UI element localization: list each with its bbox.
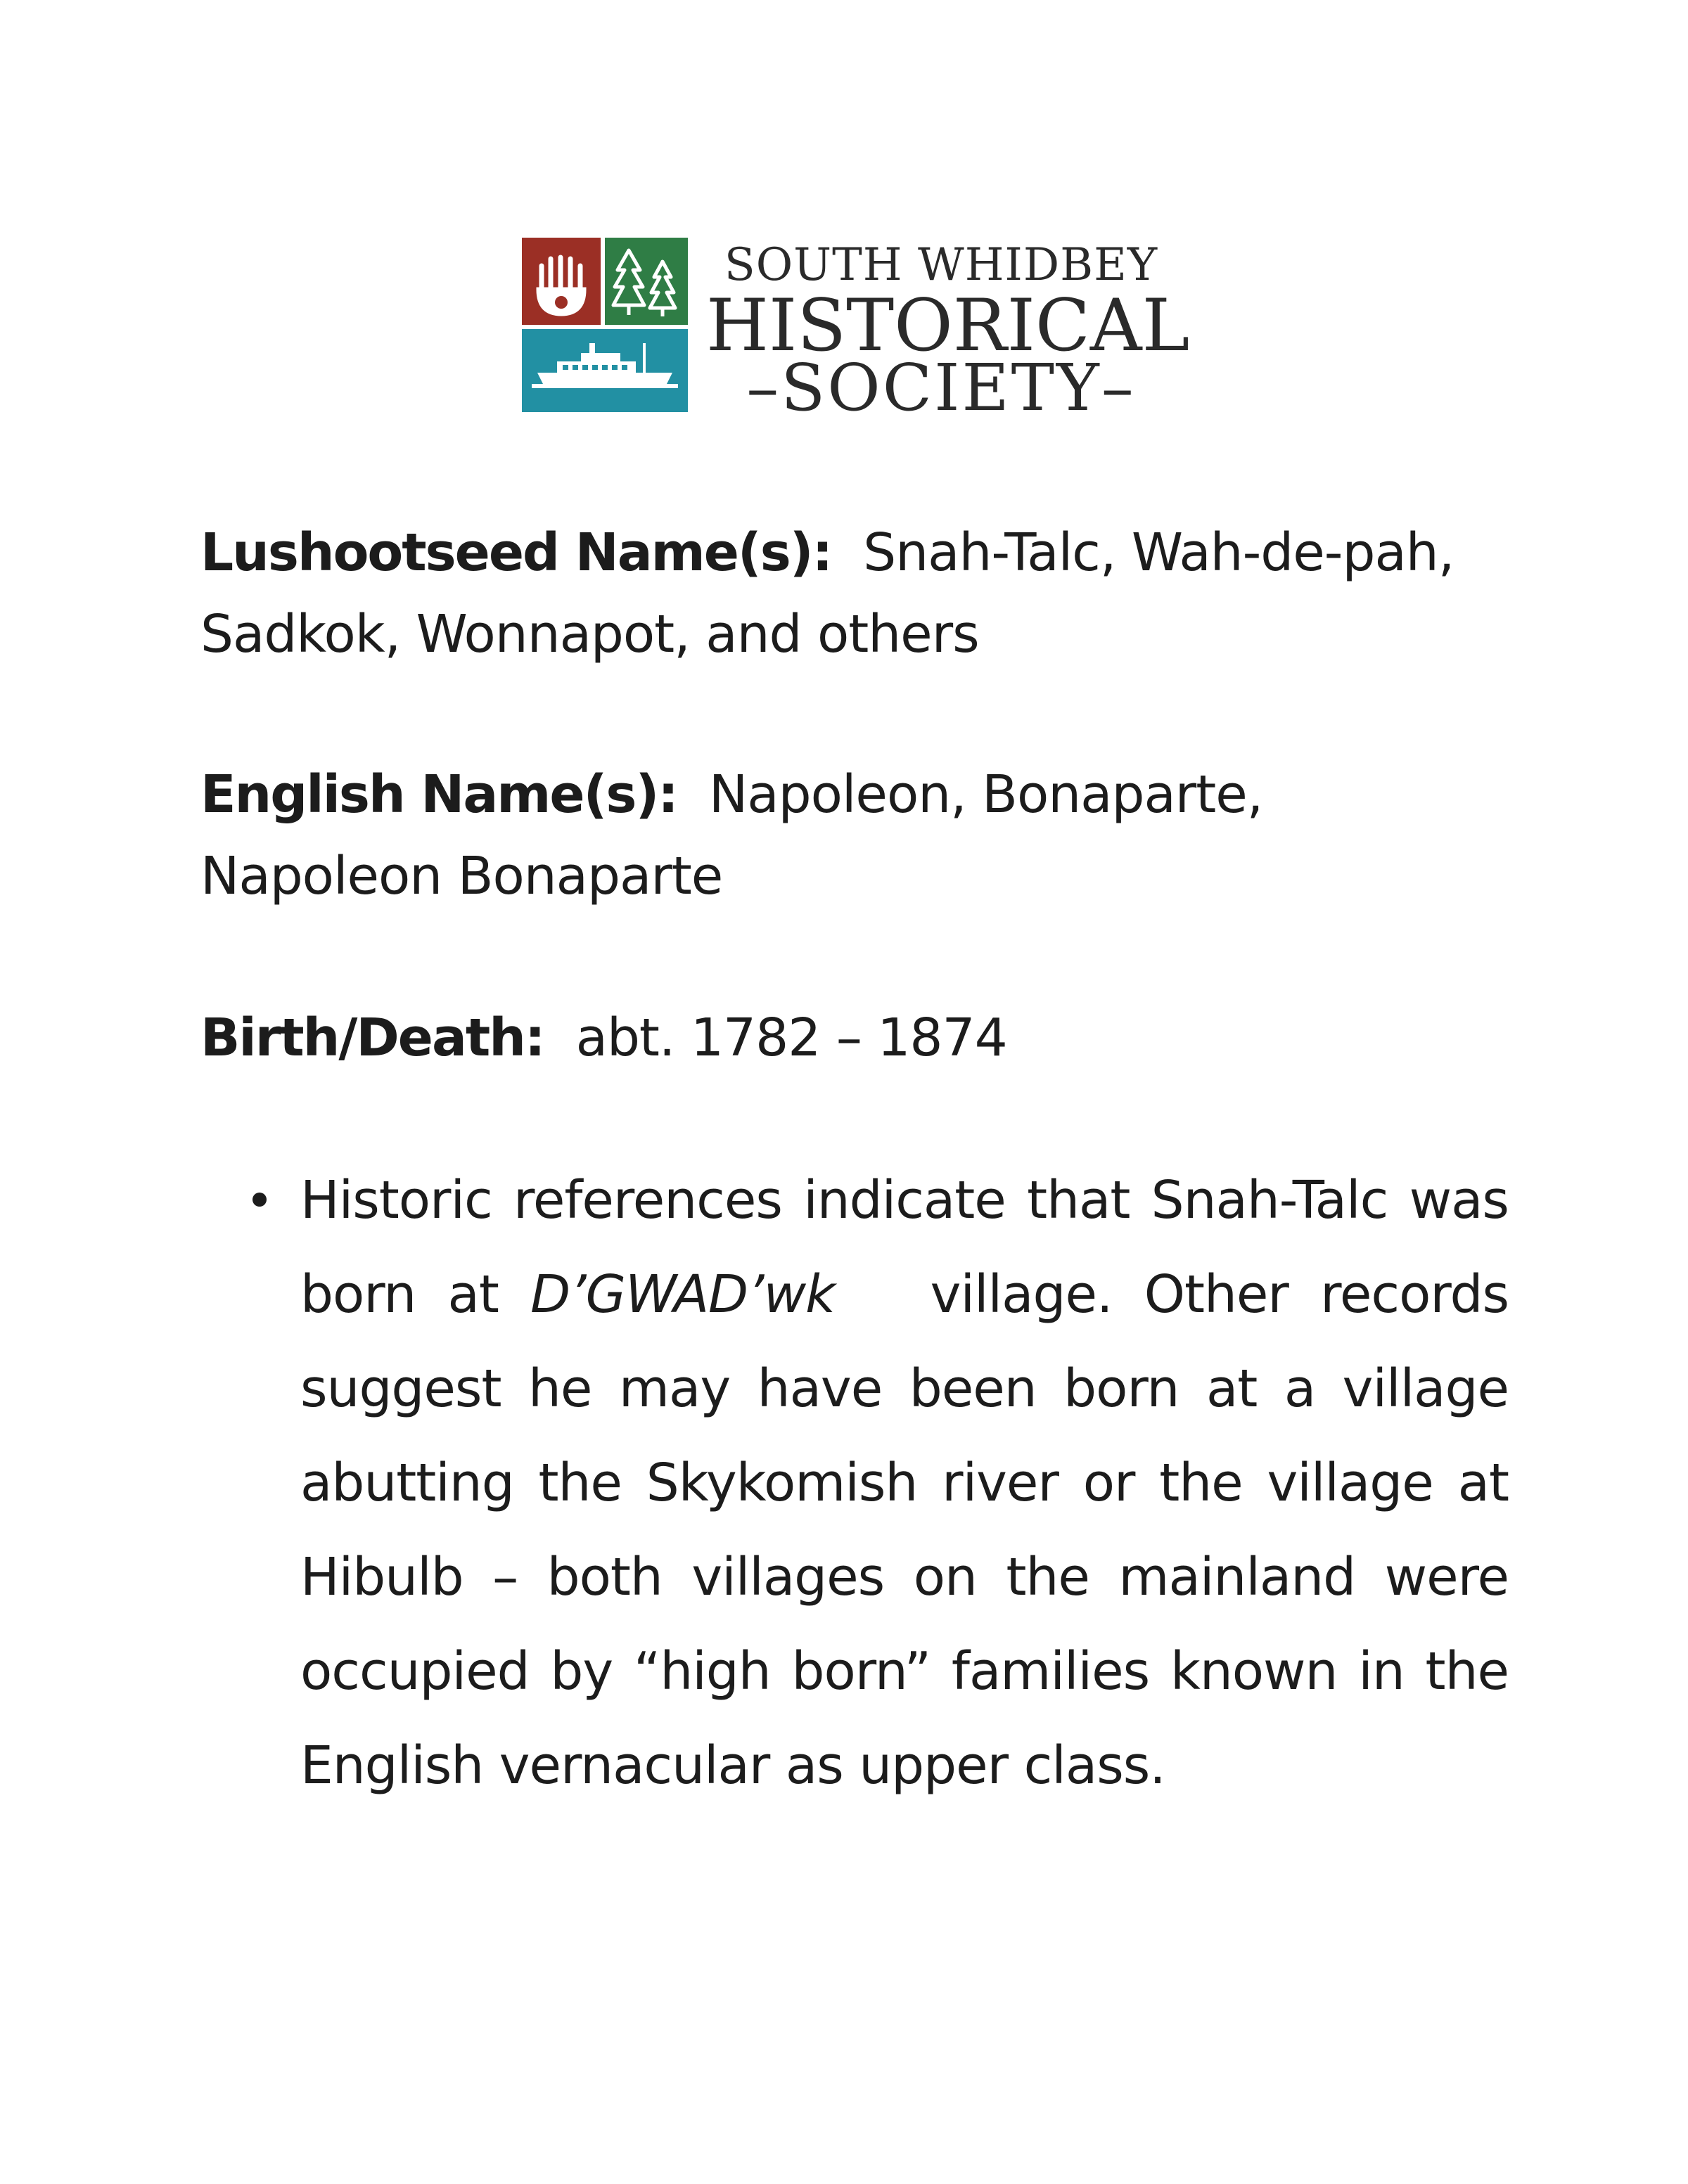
field-value: Snah-Talc, Wah-de-pah, Sadkok, Wonnapot, and others <box>200 522 1454 664</box>
field-label: Lushootseed Name(s): <box>200 522 832 583</box>
logo-line-2: HISTORICAL <box>706 284 1190 368</box>
field-label: Birth/Death: <box>200 1008 544 1068</box>
society-logo <box>522 238 1190 425</box>
field-value: abt. 1782 – 1874 <box>575 1008 1007 1068</box>
field-label: English Name(s): <box>200 764 677 825</box>
bullet-list <box>200 1153 1509 1813</box>
bullet-icon <box>252 1193 267 1207</box>
list-item <box>200 1153 1509 1813</box>
field-value: Napoleon, Bonaparte, Napoleon Bonaparte <box>200 764 1263 906</box>
birth-death-field <box>200 997 1509 1079</box>
bullet-text-after: village. Other records suggest he may have been born at a village abutting the Skykomish river or the village at Hibulb – both villages on the mainland were occupied by “high born” families known in the English vernacular as upper class. <box>300 1264 1509 1796</box>
english-names-field <box>200 754 1509 917</box>
lushootseed-names-field <box>200 512 1509 675</box>
logo-emblem-icon <box>522 238 688 412</box>
logo-line-3: –SOCIETY– <box>746 350 1136 425</box>
bullet-text-before: Historic references indicate that Snah-Talc was born at <box>300 1170 1509 1325</box>
logo-line-1: SOUTH WHIDBEY <box>724 239 1158 291</box>
bullet-text <box>300 1153 1509 1813</box>
village-name: D’GWAD’wk <box>530 1264 835 1325</box>
logo-wordmark <box>706 238 1190 425</box>
